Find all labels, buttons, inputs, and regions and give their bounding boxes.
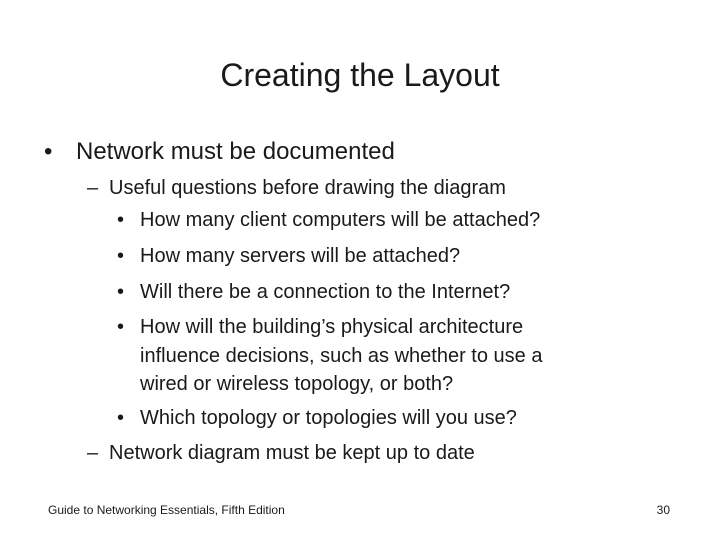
bullet-marker: • xyxy=(117,209,125,231)
bullet-marker: • xyxy=(117,281,125,303)
bullet-internet-connection: Will there be a connection to the Internet? xyxy=(140,281,511,303)
bullet-marker: • xyxy=(117,245,125,267)
bullet-client-computers: How many client computers will be attached? xyxy=(140,209,541,231)
bullet-network-documented: Network must be documented xyxy=(76,138,395,165)
bullet-marker: • xyxy=(117,316,125,338)
page-number: 30 xyxy=(656,503,670,517)
slide-title: Creating the Layout xyxy=(220,57,500,93)
bullet-diagram-up-to-date: Network diagram must be kept up to date xyxy=(109,442,475,464)
footer-source: Guide to Networking Essentials, Fifth Edition xyxy=(48,503,285,517)
bullet-building-architecture-line3: wired or wireless topology, or both? xyxy=(140,373,454,395)
dash-marker: – xyxy=(87,177,99,199)
bullet-building-architecture-line1: How will the building’s physical architecture xyxy=(140,316,524,338)
bullet-marker: • xyxy=(44,138,53,165)
bullet-building-architecture-line2: influence decisions, such as whether to use a xyxy=(140,345,543,367)
bullet-servers: How many servers will be attached? xyxy=(140,245,461,267)
bullet-useful-questions: Useful questions before drawing the diagram xyxy=(109,177,506,199)
bullet-marker: • xyxy=(117,407,125,429)
dash-marker: – xyxy=(87,442,99,464)
bullet-which-topology: Which topology or topologies will you use? xyxy=(140,407,517,429)
